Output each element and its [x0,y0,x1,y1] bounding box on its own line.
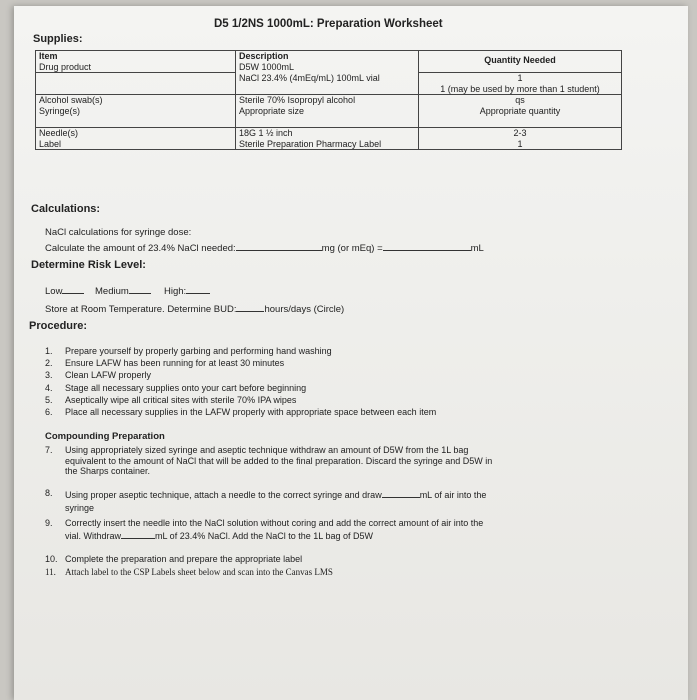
risk-medium-blank[interactable] [129,284,151,294]
cell-desc: NaCl 23.4% (4mEq/mL) 100mL vial [236,73,419,95]
step-text: Clean LAFW properly [65,370,152,380]
item-syringe: Syringe(s) [39,105,81,116]
calc-subheading: NaCl calculations for syringe dose: [45,227,192,238]
table-row [36,95,622,128]
store-label: Store at Room Temperature. Determine BUD: [45,304,237,315]
step-number: 9. [45,518,53,528]
procedure-heading: Procedure: [29,320,88,332]
procedure-step-8 [45,488,665,513]
calc-blank-2[interactable] [383,241,471,251]
risk-low-label: Low [45,286,63,297]
step-text: Aseptically wipe all critical sites with sterile 70% IPA wipes [65,395,297,405]
step-number: 5. [45,395,53,405]
desc-needle: 18G 1 ½ inch [239,128,293,138]
procedure-step-11 [45,567,665,578]
risk-levels [45,284,210,297]
procedure-step-4 [45,383,645,394]
bud-blank[interactable] [236,302,264,312]
air-ml-blank[interactable] [382,488,420,498]
step-text: mL of 23.4% NaCl. Add the NaCl to the 1L bag of D5W [155,530,373,541]
supplies-heading: Supplies: [33,33,83,45]
step-number: 10. [45,554,58,564]
table-row [36,73,622,95]
calc-label: Calculate the amount of 23.4% NaCl needed: [45,243,236,254]
store-unit: hours/days (Circle) [264,304,345,315]
step-text: the Sharps container. [65,466,151,476]
compounding-heading: Compounding Preparation [45,431,165,442]
step-number: 8. [45,488,53,498]
cell-desc [236,128,419,150]
item-alcohol-swab: Alcohol swab(s) [39,95,103,105]
step-number: 11. [45,567,56,577]
worksheet-page [14,6,688,700]
procedure-step-5 [45,395,645,406]
store-line [45,302,344,315]
qty-note: 1 (may be used by more than 1 student) [440,83,600,94]
qty-label: 1 [517,138,523,149]
calc-unit-2: mL [470,243,484,254]
table-row [36,128,622,150]
cell-item [36,73,236,95]
step-text: Using proper aseptic technique, attach a needle to the correct syringe and draw [65,490,382,500]
cell-qty [419,128,622,150]
desc-label: Sterile Preparation Pharmacy Label [239,138,382,149]
qty-value: 1 [517,73,523,83]
page-title: D5 1/2NS 1000mL: Preparation Worksheet [214,18,443,30]
qty-needle: 2-3 [513,128,527,138]
header-item: Item [36,51,236,62]
procedure-step-10 [45,554,665,565]
desc-alcohol: Sterile 70% Isopropyl alcohol [239,95,356,105]
qty-appropriate: Appropriate quantity [479,105,561,116]
step-text: Attach label to the CSP Labels sheet below and scan into the Canvas LMS [65,567,333,577]
cell-item [36,128,236,150]
step-text: Ensure LAFW has been running for at least 30 minutes [65,358,285,368]
procedure-step-7 [45,445,665,477]
calc-blank-1[interactable] [236,241,322,251]
step-number: 2. [45,358,53,368]
cell-desc [236,95,419,128]
step-text: Place all necessary supplies in the LAFW properly with appropriate space between each item [65,407,437,417]
cell-item: Drug product [36,62,236,73]
procedure-step-6 [45,407,665,418]
risk-high-blank[interactable] [186,284,210,294]
cell-qty [419,95,622,128]
step-text: Stage all necessary supplies onto your cart before beginning [65,383,307,393]
cell-desc: D5W 1000mL [236,62,419,73]
calc-unit-1: mg (or mEq) = [321,243,383,254]
step-text: Complete the preparation and prepare the appropriate label [65,554,303,564]
withdraw-ml-blank[interactable] [121,529,155,539]
procedure-step-2 [45,358,645,369]
step-text: syringe [65,502,95,513]
step-number: 3. [45,370,53,380]
step-text: mL of air into the [419,490,487,500]
step-number: 7. [45,445,53,455]
step-number: 6. [45,407,53,417]
calculations-heading: Calculations: [31,203,101,215]
qty-qs: qs [515,95,525,105]
procedure-step-9 [45,518,665,541]
item-label: Label [39,138,62,149]
supplies-table [35,50,622,150]
calc-line [45,241,484,254]
step-text: Correctly insert the needle into the NaCl solution without coring and add the correct amount of air into the [65,518,484,528]
step-text: Prepare yourself by properly garbing and performing hand washing [65,346,332,356]
risk-high-label: High: [164,286,187,297]
table-row [36,51,622,62]
procedure-step-1 [45,346,645,357]
cell-item [36,95,236,128]
step-text: equivalent to the amount of NaCl that will be added to the final preparation. Discard the syringe and D5W in [65,455,493,466]
header-description: Description [236,51,419,62]
risk-low-blank[interactable] [62,284,84,294]
step-number: 1. [45,346,53,356]
cell-qty [419,73,622,95]
step-number: 4. [45,383,53,393]
item-needle: Needle(s) [39,128,79,138]
step-text: vial. Withdraw [65,530,122,541]
header-quantity: Quantity Needed [419,51,622,73]
procedure-step-3 [45,370,645,381]
risk-medium-label: Medium [95,286,129,297]
risk-heading: Determine Risk Level: [31,259,146,271]
step-text: Using appropriately sized syringe and aseptic technique withdraw an amount of D5W from the 1L bag [65,445,469,455]
desc-syringe: Appropriate size [239,105,305,116]
